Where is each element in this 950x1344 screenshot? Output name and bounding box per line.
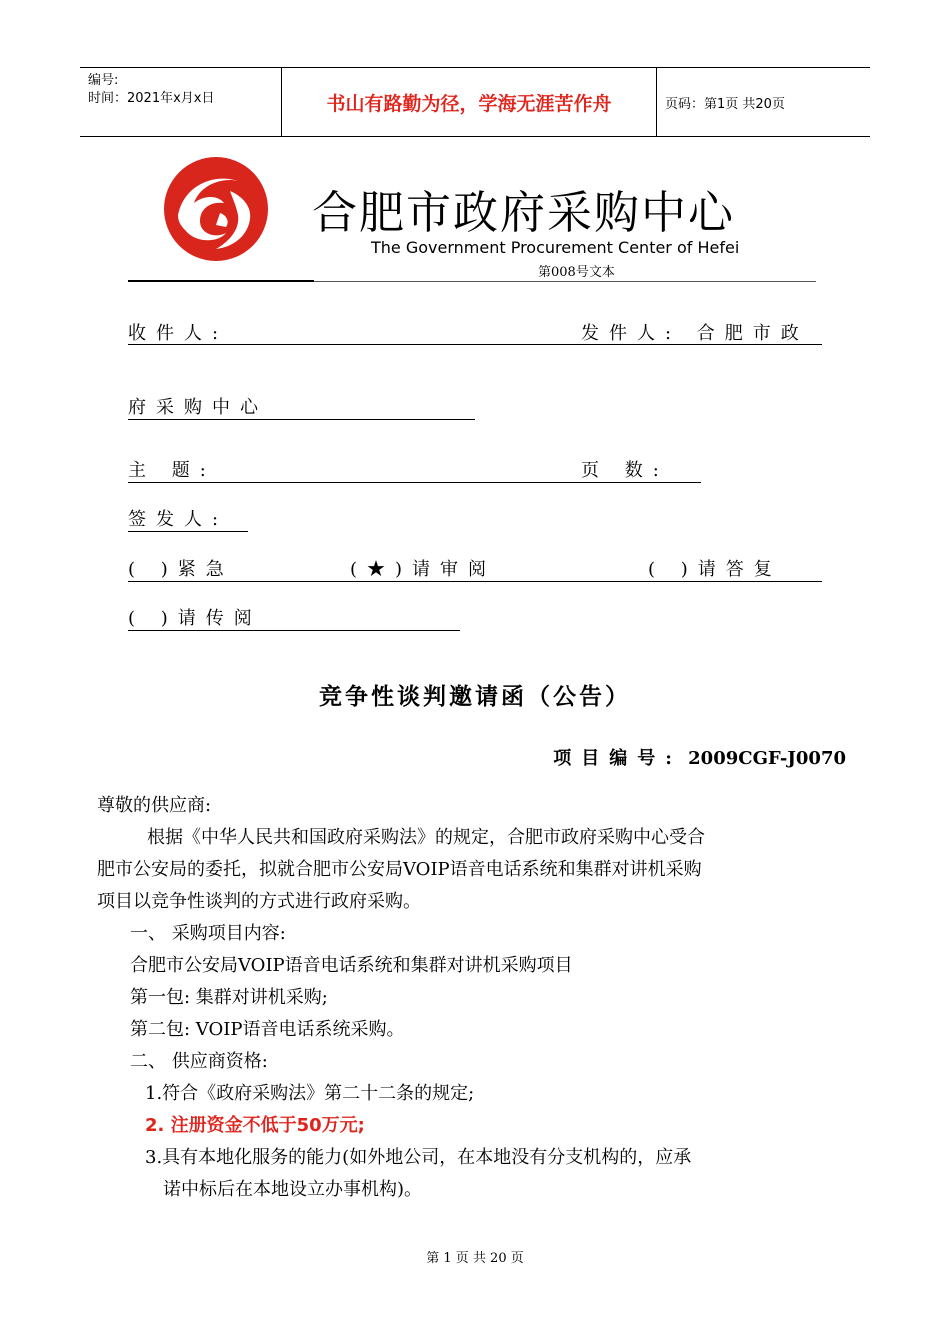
- sender-label-cont: 府采购中心: [128, 397, 268, 418]
- project-number: [553, 744, 846, 770]
- reply-option: ( )请答复: [648, 559, 782, 580]
- doc-number: 第008号文本: [538, 265, 615, 280]
- header-table: [80, 67, 870, 137]
- intro-line-1: 根据《中华人民共和国政府采购法》的规定，合肥市政府采购中心受合: [147, 827, 705, 848]
- package-1: 第一包: 集群对讲机采购;: [130, 987, 328, 1008]
- review-option: (★)请审阅: [350, 559, 497, 580]
- header-left-cell: [80, 68, 280, 136]
- subject-underline: [128, 482, 701, 483]
- org-name-cn: 合肥市政府采购中心: [312, 186, 736, 239]
- org-logo-icon: [160, 155, 272, 263]
- recipient-label: 收件人:: [128, 323, 229, 344]
- code-label: 编号:: [88, 73, 119, 88]
- section-1-item: 合肥市公安局VOIP语音电话系统和集群对讲机采购项目: [130, 955, 573, 976]
- pages-label: 页 数:: [581, 460, 669, 481]
- header-divider-thick: [128, 280, 314, 282]
- salutation: 尊敬的供应商:: [97, 795, 212, 816]
- requirement-2: 2. 注册资金不低于50万元;: [145, 1115, 365, 1136]
- intro-line-3: 项目以竞争性谈判的方式进行政府采购。: [97, 891, 421, 912]
- urgent-option: ( )紧急: [128, 559, 234, 580]
- section-2-heading: 二、 供应商资格:: [130, 1051, 268, 1072]
- page-footer: 第 1 页 共 20 页: [426, 1251, 524, 1266]
- requirement-1: 1.符合《政府采购法》第二十二条的规定;: [145, 1083, 475, 1104]
- motto: 书山有路勤为径，学海无涯苦作舟: [281, 68, 657, 136]
- project-number-label: 项目编号:: [553, 748, 682, 769]
- options-underline: [128, 581, 822, 582]
- org-name-en: The Government Procurement Center of Hefei: [371, 238, 740, 257]
- issuer-label: 签发人:: [128, 509, 229, 530]
- page-info: 页码：第1页 共20页: [665, 96, 785, 112]
- project-number-value: 2009CGF-J0070: [688, 748, 846, 769]
- intro-line-2: 肥市公安局的委托，拟就合肥市公安局VOIP语音电话系统和集群对讲机采购: [97, 859, 702, 880]
- recipient-underline: [128, 344, 822, 345]
- requirement-3-line-2: 诺中标后在本地设立办事机构)。: [163, 1179, 423, 1200]
- sender-underline: [128, 419, 475, 420]
- section-1-heading: 一、 采购项目内容:: [130, 923, 286, 944]
- time-label: 时间：2021年x月x日: [88, 91, 215, 106]
- doc-title: 竞争性谈判邀请函（公告）: [319, 684, 631, 710]
- package-2: 第二包: VOIP语音电话系统采购。: [130, 1019, 405, 1040]
- sender-label: 发件人: 合肥市政: [581, 323, 809, 344]
- subject-label: 主 题:: [128, 460, 216, 481]
- circulate-underline: [128, 630, 460, 631]
- circulate-option: ( )请传阅: [128, 608, 262, 629]
- issuer-underline: [128, 531, 248, 532]
- requirement-3-line-1: 3.具有本地化服务的能力(如外地公司，在本地没有分支机构的，应承: [145, 1147, 692, 1168]
